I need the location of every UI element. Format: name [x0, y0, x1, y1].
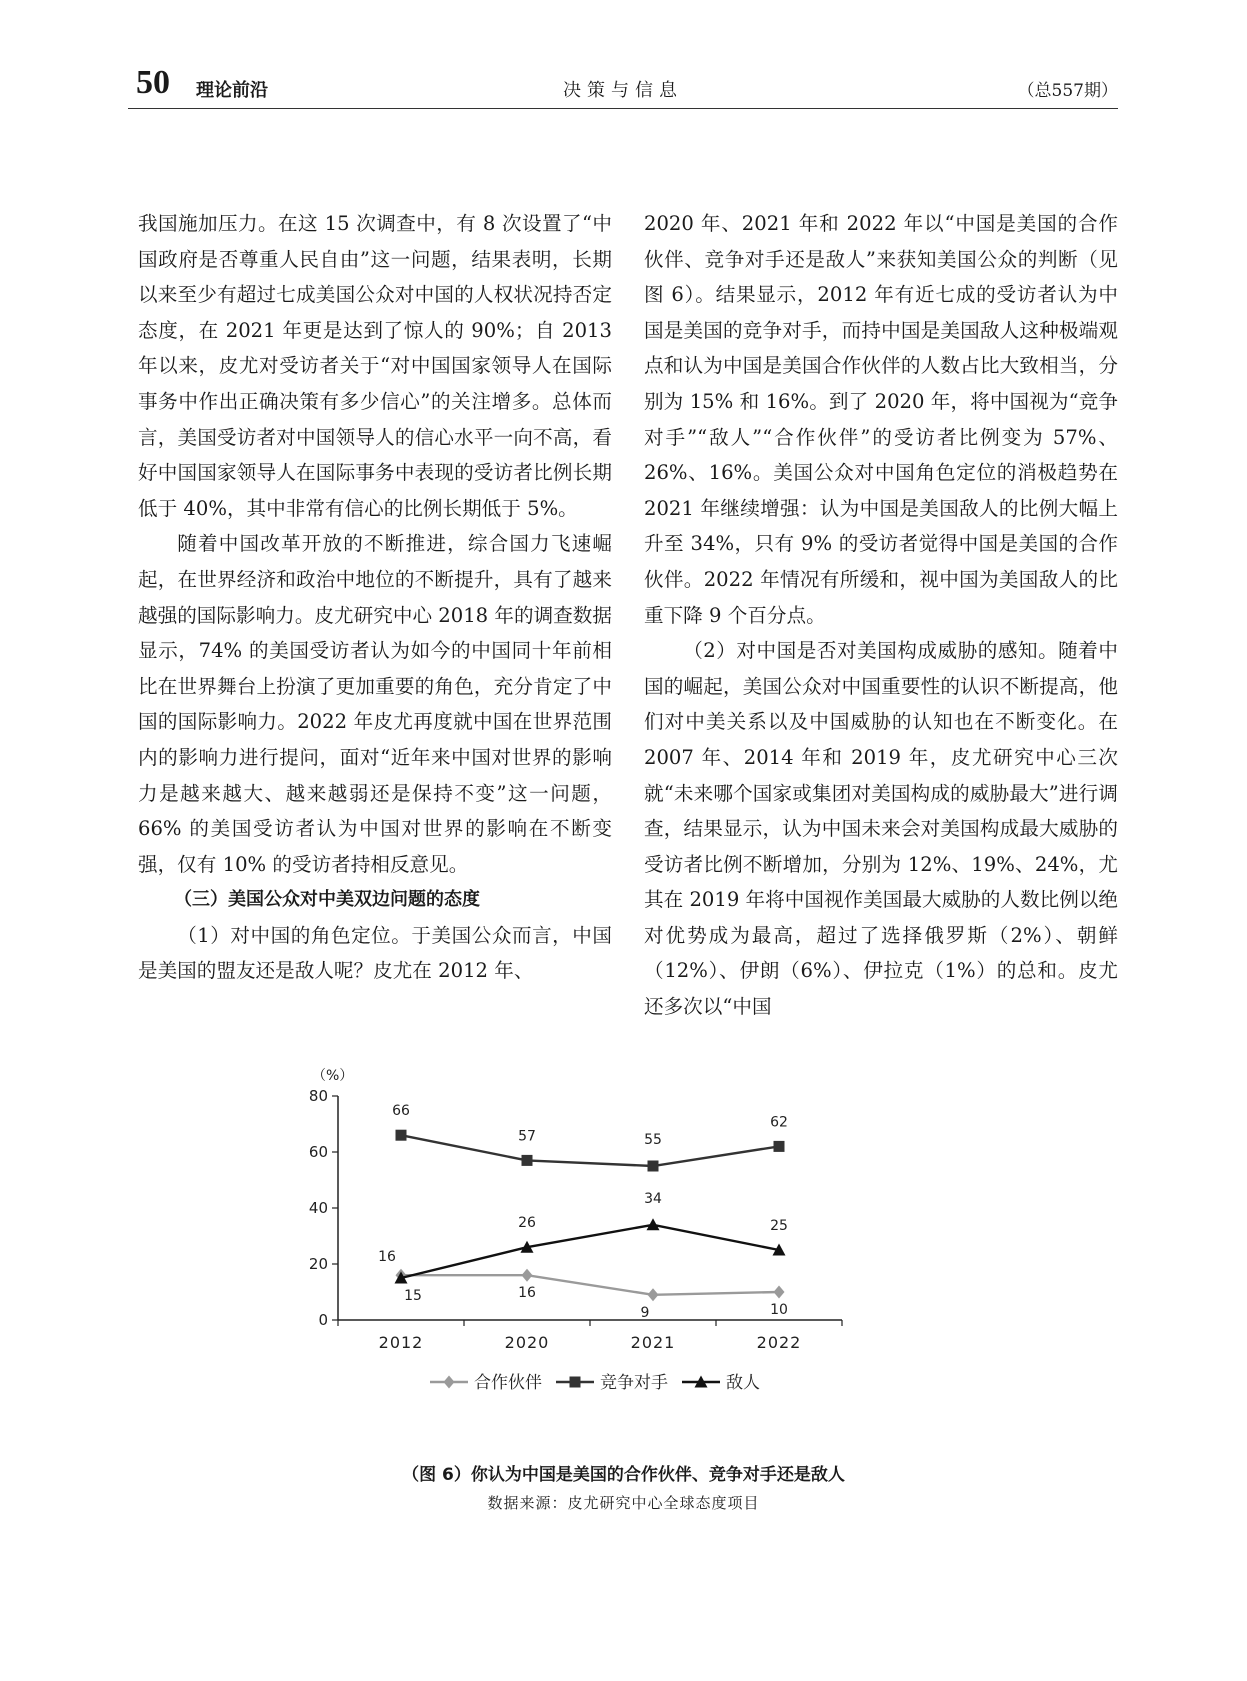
data-label: 10: [770, 1302, 788, 1318]
issue-number: （总557期）: [1017, 81, 1118, 101]
data-point: [648, 1161, 659, 1172]
section-heading: （三）美国公众对中美双边问题的态度: [174, 889, 480, 911]
data-point: [522, 1269, 533, 1282]
page-header: [128, 62, 1118, 109]
page-number: 50: [136, 64, 170, 101]
data-label: 16: [378, 1249, 396, 1266]
data-label: 16: [518, 1285, 536, 1302]
y-tick-label: 80: [308, 1087, 328, 1105]
legend-label: 敌人: [726, 1373, 760, 1393]
x-tick-label: 2012: [378, 1333, 424, 1352]
line-chart: [300, 1068, 940, 1450]
data-point: [396, 1130, 407, 1141]
y-tick-label: 20: [308, 1255, 328, 1273]
figure-source: 数据来源：皮尤研究中心全球态度项目: [487, 1494, 760, 1512]
data-point: [648, 1288, 659, 1301]
legend-label: 竞争对手: [600, 1373, 668, 1393]
data-label: 25: [770, 1218, 788, 1234]
data-point: [774, 1286, 785, 1299]
figure-6: [300, 1068, 940, 1480]
right-column: [644, 206, 1118, 1025]
series-line: [401, 1135, 779, 1166]
y-axis-unit: （%）: [312, 1068, 354, 1084]
x-tick-label: 2022: [756, 1333, 802, 1352]
y-tick-label: 60: [308, 1143, 328, 1161]
data-label: 55: [644, 1132, 662, 1148]
section-title: 理论前沿: [196, 80, 268, 101]
data-label: 34: [644, 1190, 662, 1207]
x-tick-label: 2021: [630, 1333, 676, 1352]
left-column: [138, 206, 612, 989]
data-label: 57: [518, 1128, 536, 1145]
paragraph: 随着中国改革开放的不断推进，综合国力飞速崛起，在世界经济和政治中地位的不断提升，具有了越来越强的国际影响力。皮尤研究中心 2018 年的调查数据显示，74% 的美国受访者认为如今的中国同十年前相比在世界舞台上扮演了更加重要的角色，充分肯定了中国的国际影响力。2022 年皮尤再度就中国在世界范围内的影响力进行提问，面对“近年来中国对世界的影响力是越来越大、越来越弱还是保持不变”这一问题，66% 的美国受访者认为中国对世界的影响在不断变强，仅有 10% 的受访者持相反意见。: [138, 532, 612, 876]
data-label: 62: [770, 1114, 788, 1131]
figure-caption: （图 6）你认为中国是美国的合作伙伴、竞争对手还是敌人: [402, 1465, 845, 1485]
y-tick-label: 40: [308, 1199, 328, 1217]
paragraph: 2020 年、2021 年和 2022 年以“中国是美国的合作伙伴、竞争对手还是敌人”来获知美国公众的判断（见图 6）。结果显示，2012 年有近七成的受访者认为中国是美国的竞争对手，而持中国是美国敌人这种极端观点和认为中国是美国合作伙伴的人数占比大致相当，分别为 15% 和 16%。到了 2020 年，将中国视为“竞争对手”“敌人”“合作伙伴”的受访者比例变为 57%、26%、16%。美国公众对中国角色定位的消极趋势在 2021 年继续增强：认为中国是美国敌人的比例大幅上升至 34%，只有 9% 的受访者觉得中国是美国的合作伙伴。2022 年情况有所缓和，视中国为美国敌人的比重下降 9 个百分点。: [644, 212, 1118, 627]
journal-title: 决策与信息: [563, 80, 683, 101]
legend-marker: [444, 1376, 455, 1389]
data-point: [774, 1141, 785, 1152]
data-label: 9: [640, 1304, 650, 1321]
data-label: 26: [518, 1215, 536, 1232]
data-point: [647, 1218, 660, 1230]
data-label: 66: [392, 1103, 410, 1120]
data-label: 15: [404, 1288, 422, 1304]
y-tick-label: 0: [318, 1311, 328, 1329]
paragraph: 我国施加压力。在这 15 次调查中，有 8 次设置了“中国政府是否尊重人民自由”这一问题，结果表明，长期以来至少有超过七成美国公众对中国的人权状况持否定态度，在 2021 年更是达到了惊人的 90%；自 2013 年以来，皮尤对受访者关于“对中国国家领导人在国际事务中作出正确决策有多少信心”的关注增多。总体而言，美国受访者对中国领导人的信心水平一向不高，看好中国国家领导人在国际事务中表现的受访者比例长期低于 40%，其中非常有信心的比例长期低于 5%。: [138, 212, 612, 520]
paragraph: （1）对中国的角色定位。于美国公众而言，中国是美国的盟友还是敌人呢？皮尤在 2012 年、: [138, 923, 612, 983]
series-line: [401, 1275, 779, 1295]
paragraph: （2）对中国是否对美国构成威胁的感知。随着中国的崛起，美国公众对中国重要性的认识不断提高，他们对中美关系以及中国威胁的认知也在不断变化。在 2007 年、2014 年和 2019 年，皮尤研究中心三次就“未来哪个国家或集团对美国构成的威胁最大”进行调查，结果显示，认为中国未来会对美国构成最大威胁的受访者比例不断增加，分别为 12%、19%、24%，尤其在 2019 年将中国视作美国最大威胁的人数比例以绝对优势成为最高，超过了选择俄罗斯（2%）、朝鲜（12%）、伊朗（6%）、伊拉克（1%）的总和。皮尤还多次以“中国: [644, 639, 1118, 1019]
legend-label: 合作伙伴: [474, 1373, 542, 1393]
legend-marker: [570, 1377, 581, 1388]
data-point: [522, 1155, 533, 1166]
x-tick-label: 2020: [504, 1333, 550, 1352]
series-line: [401, 1225, 779, 1278]
